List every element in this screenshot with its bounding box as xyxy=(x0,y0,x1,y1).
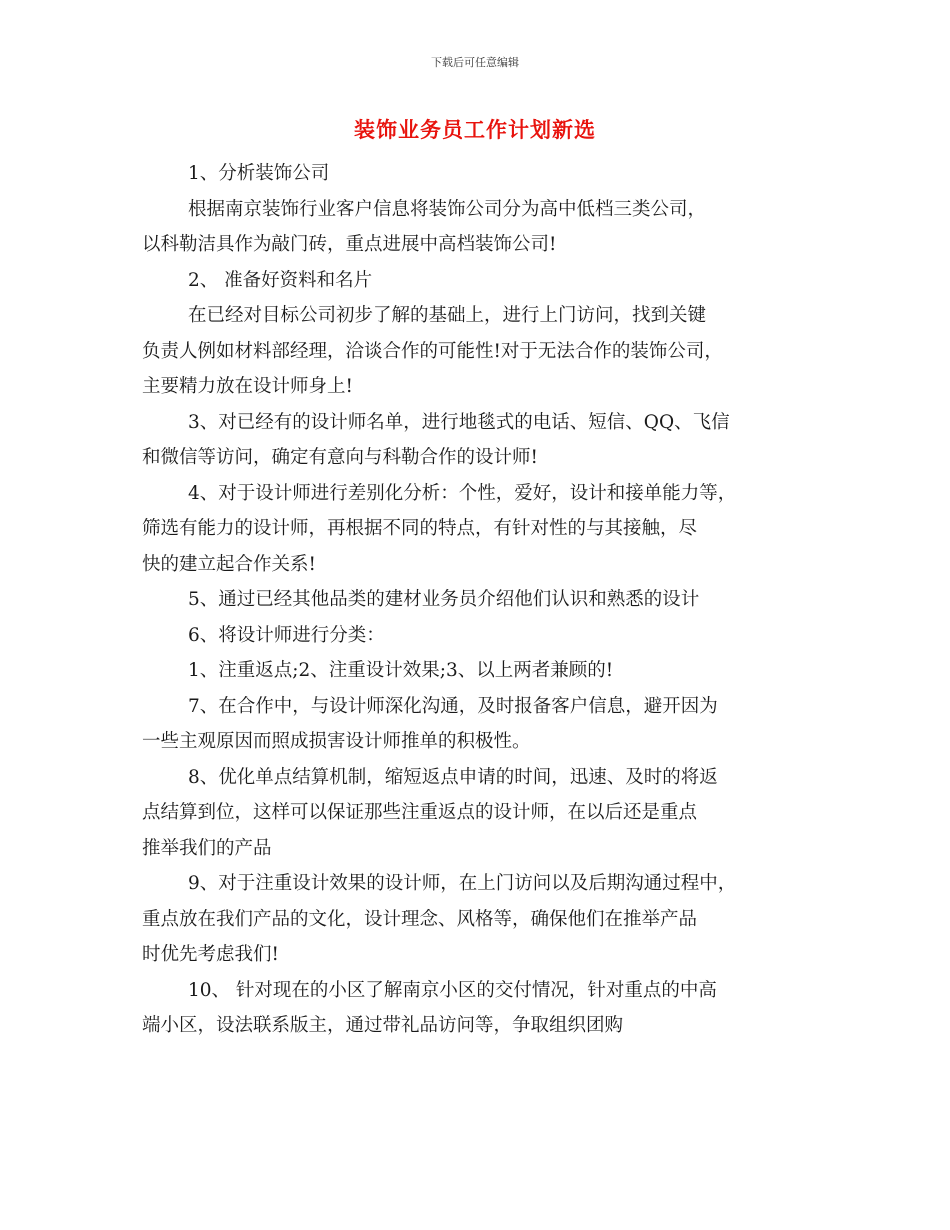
paragraph-line: 在已经对目标公司初步了解的基础上，进行上门访问，找到关键 xyxy=(188,305,707,326)
paragraph xyxy=(142,866,812,973)
paragraph-line: 1、分析装饰公司 xyxy=(188,163,330,184)
paragraph-line: 时优先考虑我们! xyxy=(142,944,279,965)
paragraph xyxy=(142,760,812,867)
paragraph-line: 根据南京装饰行业客户信息将装饰公司分为高中低档三类公司， xyxy=(188,198,707,220)
paragraph-line: 8、优化单点结算机制，缩短返点申请的时间，迅速、及时的将返 xyxy=(188,766,718,788)
paragraph-line: 点结算到位，这样可以保证那些注重返点的设计师，在以后还是重点 xyxy=(142,802,698,823)
paragraph xyxy=(142,156,812,192)
paragraph-line: 1、注重返点;2、注重设计效果;3、以上两者兼顾的! xyxy=(188,660,614,681)
paragraph xyxy=(142,192,812,263)
paragraph-line: 6、将设计师进行分类： xyxy=(188,624,385,646)
paragraph-line: 5、通过已经其他品类的建材业务员介绍他们认识和熟悉的设计 xyxy=(188,589,700,610)
paragraph-line: 3、对已经有的设计师名单，进行地毯式的电话、短信、QQ、飞信 xyxy=(188,411,730,433)
paragraph-line: 和微信等访问，确定有意向与科勒合作的设计师! xyxy=(142,447,538,468)
paragraph-line: 10、 针对现在的小区了解南京小区的交付情况，针对重点的中高 xyxy=(188,979,717,1001)
paragraph-line: 重点放在我们产品的文化，设计理念、风格等，确保他们在推举产品 xyxy=(142,908,698,930)
paragraph xyxy=(142,405,812,476)
paragraph-line: 筛选有能力的设计师，再根据不同的特点，有针对性的与其接触，尽 xyxy=(142,518,698,539)
paragraph xyxy=(142,582,812,618)
paragraph-line: 端小区，设法联系版主，通过带礼品访问等，争取组织团购 xyxy=(142,1015,624,1036)
paragraph-line: 4、对于设计师进行差别化分析：个性，爱好，设计和接单能力等， xyxy=(188,482,737,504)
paragraph xyxy=(142,618,812,654)
paragraph-line: 负责人例如材料部经理，洽谈合作的可能性!对于无法合作的装饰公司， xyxy=(142,340,723,362)
header-note: 下载后可任意编辑 xyxy=(431,56,519,69)
paragraph xyxy=(142,298,812,405)
paragraph-line: 推举我们的产品 xyxy=(142,837,272,859)
paragraph-line: 快的建立起合作关系! xyxy=(142,553,316,575)
paragraph xyxy=(142,476,812,583)
paragraph-line: 2、 准备好资料和名片 xyxy=(188,269,373,291)
paragraph-line: 9、对于注重设计效果的设计师，在上门访问以及后期沟通过程中， xyxy=(188,873,737,894)
paragraph-line: 以科勒洁具作为敲门砖，重点进展中高档装饰公司! xyxy=(142,234,557,255)
paragraph-line: 主要精力放在设计师身上! xyxy=(142,376,353,397)
paragraph-line: 7、在合作中，与设计师深化沟通，及时报备客户信息，避开因为 xyxy=(188,695,718,717)
paragraph xyxy=(142,973,812,1044)
paragraph xyxy=(142,689,812,760)
document-title: 装饰业务员工作计划新选 xyxy=(354,118,596,142)
document-body xyxy=(142,156,812,1044)
paragraph xyxy=(142,263,812,299)
paragraph-line: 一些主观原因而照成损害设计师推单的积极性。 xyxy=(142,731,531,752)
paragraph xyxy=(142,653,812,689)
